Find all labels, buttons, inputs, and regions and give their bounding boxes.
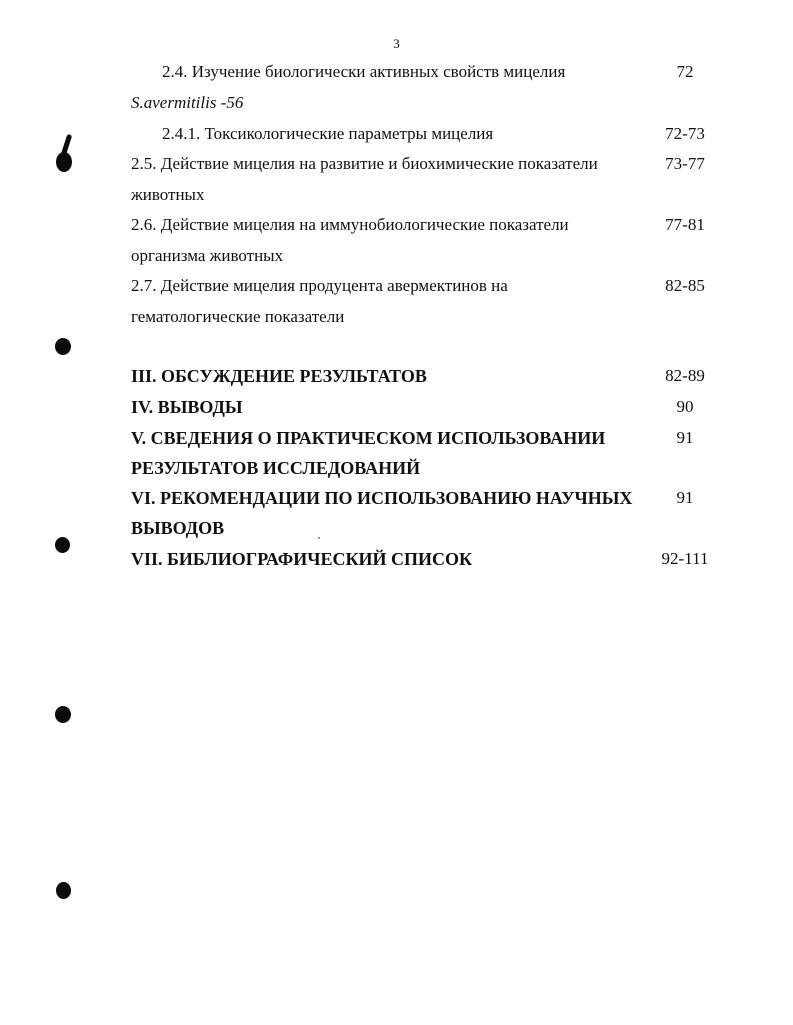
toc-entry-2-4-title: 2.4. Изучение биологически активных свойств мицелия xyxy=(162,62,566,81)
toc-section-v-title-line-2: РЕЗУЛЬТАТОВ ИССЛЕДОВАНИЙ xyxy=(131,458,421,478)
punch-hole-mark xyxy=(55,537,70,553)
toc-section-vii-page: 92-111 xyxy=(661,549,709,568)
toc-entry-2-7-title-line-1: 2.7. Действие мицелия продуцента авермектинов на xyxy=(131,276,508,295)
toc-section-vii-title: VII. БИБЛИОГРАФИЧЕСКИЙ СПИСОК xyxy=(131,549,473,569)
toc-entry-2-4-page: 72 xyxy=(676,62,694,81)
page-number: 3 xyxy=(393,36,400,51)
punch-hole-mark xyxy=(55,706,71,723)
punch-hole-mark xyxy=(55,338,71,355)
toc-entry-2-6-page: 77-81 xyxy=(665,215,705,234)
toc-section-iii-title: III. ОБСУЖДЕНИЕ РЕЗУЛЬТАТОВ xyxy=(131,366,427,386)
toc-entry-2-6-title-line-2: организма животных xyxy=(131,246,284,265)
toc-section-vi-title-line-1: VI. РЕКОМЕНДАЦИИ ПО ИСПОЛЬЗОВАНИЮ НАУЧНЫХ xyxy=(131,488,633,508)
toc-entry-2-5-page: 73-77 xyxy=(665,154,705,173)
toc-entry-strain-name: S.avermitilis -56 xyxy=(131,93,244,112)
punch-hole-mark xyxy=(56,882,71,899)
toc-section-vi-page: 91 xyxy=(676,488,694,507)
toc-entry-2-4-1-title: 2.4.1. Токсикологические параметры мицелия xyxy=(162,124,494,143)
toc-entry-2-4-1-page: 72-73 xyxy=(665,124,705,143)
toc-section-iii-page: 82-89 xyxy=(665,366,705,385)
toc-entry-2-5-title-line-1: 2.5. Действие мицелия на развитие и биохимические показатели xyxy=(131,154,598,173)
toc-section-v-title-line-1: V. СВЕДЕНИЯ О ПРАКТИЧЕСКОМ ИСПОЛЬЗОВАНИИ xyxy=(131,428,606,448)
toc-section-iv-title: IV. ВЫВОДЫ xyxy=(131,397,243,417)
toc-entry-2-7-title-line-2: гематологические показатели xyxy=(131,307,345,326)
toc-entry-2-6-title-line-1: 2.6. Действие мицелия на иммунобиологические показатели xyxy=(131,215,569,234)
toc-section-iv-page: 90 xyxy=(676,397,694,416)
scan-speck xyxy=(318,537,320,539)
toc-entry-2-7-page: 82-85 xyxy=(665,276,705,295)
toc-section-v-page: 91 xyxy=(676,428,694,447)
toc-section-vi-title-line-2: ВЫВОДОВ xyxy=(131,518,225,538)
toc-entry-2-5-title-line-2: животных xyxy=(131,185,205,204)
